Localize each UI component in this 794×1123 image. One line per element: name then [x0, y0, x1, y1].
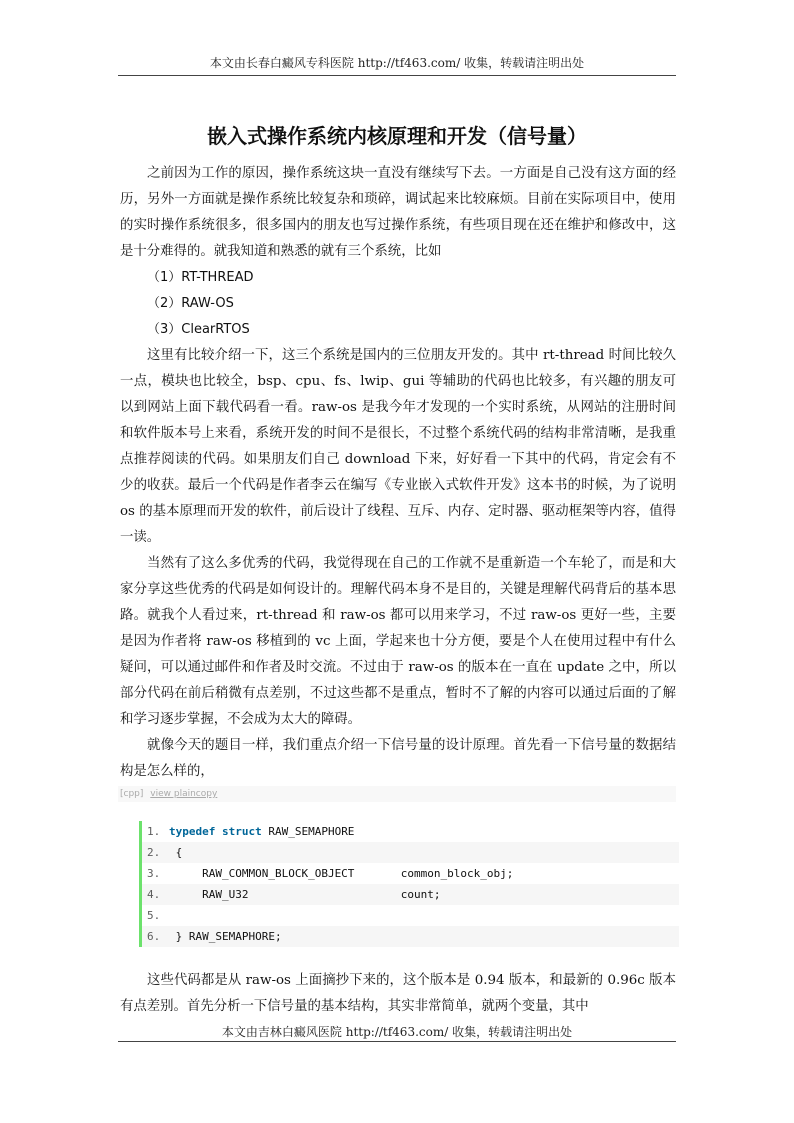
code-block — [139, 821, 679, 947]
view-plain-link[interactable]: view plaincopy — [150, 789, 218, 799]
paragraph: 就像今天的题目一样，我们重点介绍一下信号量的设计原理。首先看一下信号量的数据结构是怎么样的， — [120, 738, 676, 779]
code-toolbar — [118, 786, 676, 802]
list-item: （3）ClearRTOS — [147, 322, 250, 337]
paragraph: 当然有了这么多优秀的代码，我觉得现在自己的工作就不是重新造一个车轮了，而是和大家分享这些优秀的代码是如何设计的。理解代码本身不是目的，关键是理解代码背后的基本思路。就我个人看过来，rt-thread 和 raw-os 都可以用来学习，不过 raw-os 更好一些，主要是因为作者将 raw-os 移植到的 vc 上面，学起来也十分方便，要是个人在使用过程中有什么疑问，可以通过邮件和作者及时交流。不过由于 raw-os 的版本在一直在 update 之中，所以部分代码在前后稍微有点差别，不过这些都不是重点，暂时不了解的内容可以通过后面的了解和学习逐步掌握，不会成为太大的障碍。 — [120, 556, 676, 727]
code-line: 2. { — [142, 842, 679, 863]
code-line: 1. typedef struct RAW_SEMAPHORE — [147, 825, 355, 838]
article-body — [120, 161, 676, 785]
footer-divider — [118, 1041, 676, 1042]
header-note: 本文由长春白癜风专科医院 http://tf463.com/ 收集，转载请注明出处 — [209, 56, 585, 70]
after-code-text — [120, 968, 676, 1020]
intro-paragraph: 之前因为工作的原因，操作系统这块一直没有继续写下去。一方面是自己没有这方面的经历，另外一方面就是操作系统比较复杂和琐碎，调试起来比较麻烦。目前在实际项目中，使用的实时操作系统很多，很多国内的朋友也写过操作系统，有些项目现在还在维护和修改中，这是十分难得的。就我知道和熟悉的就有三个系统，比如 — [120, 166, 676, 259]
code-line: 4. RAW_U32 count; — [142, 884, 679, 905]
code-line: 6. } RAW_SEMAPHORE; — [142, 926, 679, 947]
header-divider — [118, 75, 676, 76]
code-line: 3. RAW_COMMON_BLOCK_OBJECT common_block_obj; — [147, 867, 514, 880]
document-title: 嵌入式操作系统内核原理和开发（信号量） — [207, 124, 587, 148]
footer-note: 本文由吉林白癜风医院 http://tf463.com/ 收集，转载请注明出处 — [221, 1025, 573, 1039]
paragraph: 这些代码都是从 raw-os 上面摘抄下来的，这个版本是 0.94 版本，和最新的 0.96c 版本有点差别。首先分析一下信号量的基本结构，其实非常简单，就两个变量，其中 — [120, 973, 676, 1014]
paragraph: 这里有比较介绍一下，这三个系统是国内的三位朋友开发的。其中 rt-thread 时间比较久一点，模块也比较全，bsp、cpu、fs、lwip、gui 等辅助的代码也比较多，有兴趣的朋友可以到网站上面下载代码看一看。raw-os 是我今年才发现的一个实时系统，从网站的注册时间和软件版本号上来看，系统开发的时间不是很长，不过整个系统代码的结构非常清晰，是我重点推荐阅读的代码。如果朋友们自己 download 下来，好好看一下其中的代码，肯定会有不少的收获。最后一个代码是作者李云在编写《专业嵌入式软件开发》这本书的时候，为了说明 os 的基本原理而开发的软件，前后设计了线程、互斥、内存、定时器、驱动框架等内容，值得一读。 — [120, 348, 676, 545]
list-item: （2）RAW-OS — [147, 296, 234, 311]
code-line: 5. — [147, 909, 161, 922]
list-item: （1）RT-THREAD — [147, 270, 254, 285]
code-language-label: [cpp] — [120, 789, 144, 799]
